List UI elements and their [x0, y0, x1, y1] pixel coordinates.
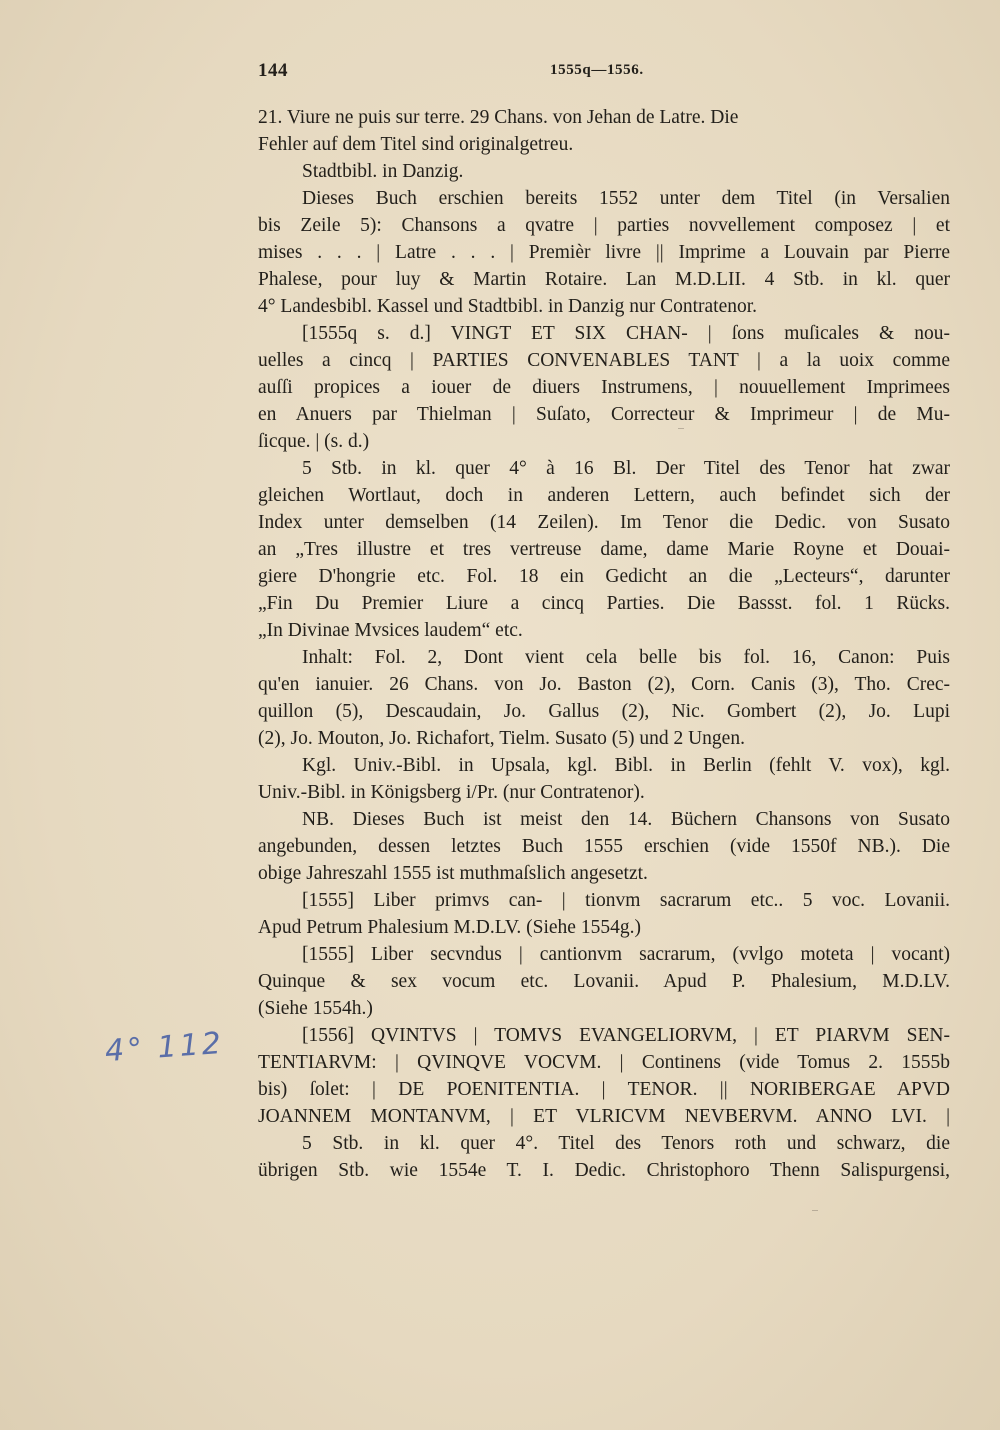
text-line: 5 Stb. in kl. quer 4°. Titel des Tenors roth und schwarz, die — [302, 1133, 950, 1154]
text-line: an „Tres illustre et tres vertreuse dame, dame Marie Royne et Douai- — [258, 539, 950, 560]
text-line: Phalese, pour luy & Martin Rotaire. Lan M.D.LII. 4 Stb. in kl. quer — [258, 269, 950, 290]
text-line: Kgl. Univ.-Bibl. in Upsala, kgl. Bibl. in Berlin (fehlt V. vox), kgl. — [302, 755, 950, 776]
body-text — [258, 104, 950, 1184]
text-line: quillon (5), Descaudain, Jo. Gallus (2), Nic. Gombert (2), Jo. Lupi — [258, 701, 950, 722]
text-line: Dieses Buch erschien bereits 1552 unter dem Titel (in Versalien — [302, 188, 950, 209]
text-line: mises . . . | Latre . . . | Premièr livre || Imprime a Louvain par Pierre — [258, 242, 950, 263]
text-line: [1556] QVINTVS | TOMVS EVANGELIORVM, | ET PIARVM SEN- — [302, 1025, 950, 1046]
text-line: TENTIARVM: | QVINQVE VOCVM. | Continens (vide Tomus 2. 1555b — [258, 1052, 950, 1073]
text-line: (Siehe 1554h.) — [258, 998, 373, 1019]
text-line: ſicque. | (s. d.) — [258, 431, 370, 452]
text-line: bis Zeile 5): Chansons a qvatre | parties novvellement composez | et — [258, 215, 950, 236]
text-line: Stadtbibl. in Danzig. — [302, 161, 464, 182]
text-line: angebunden, dessen letztes Buch 1555 erschien (vide 1550f NB.). Die — [258, 836, 950, 857]
text-line: NB. Dieses Buch ist meist den 14. Büchern Chansons von Susato — [302, 809, 950, 830]
text-line: giere D'hongrie etc. Fol. 18 ein Gedicht an die „Lecteurs“, darunter — [258, 566, 950, 587]
text-line: auſſi propices a iouer de diuers Instrumens, | nouuellement Imprimees — [258, 377, 950, 398]
text-line: Quinque & sex vocum etc. Lovanii. Apud P. Phalesium, M.D.LV. — [258, 971, 950, 992]
text-line: Inhalt: Fol. 2, Dont vient cela belle bis fol. 16, Canon: Puis — [302, 647, 950, 668]
text-line: en Anuers par Thielman | Suſato, Correcteur & Imprimeur | de Mu- — [258, 404, 950, 425]
text-line: 21. Viure ne puis sur terre. 29 Chans. von Jehan de Latre. Die — [258, 107, 739, 128]
text-line: 4° Landesbibl. Kassel und Stadtbibl. in Danzig nur Contratenor. — [258, 296, 758, 317]
text-line: (2), Jo. Mouton, Jo. Richafort, Tielm. Susato (5) und 2 Ungen. — [258, 728, 745, 749]
text-line: 5 Stb. in kl. quer 4° à 16 Bl. Der Titel des Tenor hat zwar — [302, 458, 950, 479]
text-line: „Fin Du Premier Liure a cincq Parties. Die Bassst. fol. 1 Rücks. — [258, 593, 950, 614]
page-number: 144 — [258, 60, 288, 81]
running-head: 1555q—1556. — [550, 62, 644, 78]
text-line: [1555] Liber secvndus | cantionvm sacrarum, (vvlgo moteta | vocant) — [302, 944, 950, 965]
pencil-mark — [812, 1210, 818, 1215]
text-line: bis) ſolet: | DE POENITENTIA. | TENOR. || NORIBERGAE APVD — [258, 1079, 950, 1100]
text-line: Apud Petrum Phalesium M.D.LV. (Siehe 1554g.) — [258, 917, 641, 938]
text-line: [1555q s. d.] VINGT ET SIX CHAN- | ſons muſicales & nou- — [302, 323, 950, 344]
text-line: „In Divinae Mvsices laudem“ etc. — [258, 620, 523, 641]
handwritten-shelfmark: 4° 112 — [103, 1025, 225, 1070]
text-line: [1555] Liber primvs can- | tionvm sacrarum etc.. 5 voc. Lovanii. — [302, 890, 950, 911]
text-line: uelles a cincq | PARTIES CONVENABLES TANT | a la uoix comme — [258, 350, 950, 371]
text-line: obige Jahreszahl 1555 ist muthmaſslich angesetzt. — [258, 863, 648, 884]
text-line: übrigen Stb. wie 1554e T. I. Dedic. Christophoro Thenn Salispurgensi, — [258, 1160, 950, 1181]
page-header — [258, 60, 950, 86]
text-line: JOANNEM MONTANVM, | ET VLRICVM NEVBERVM. ANNO LVI. | — [258, 1106, 950, 1127]
text-line: qu'en ianuier. 26 Chans. von Jo. Baston (2), Corn. Canis (3), Tho. Crec- — [258, 674, 950, 695]
text-line: Index unter demselben (14 Zeilen). Im Tenor die Dedic. von Susato — [258, 512, 950, 533]
text-line: Fehler auf dem Titel sind originalgetreu. — [258, 134, 574, 155]
text-line: Univ.-Bibl. in Königsberg i/Pr. (nur Contratenor). — [258, 782, 645, 803]
text-line: gleichen Wortlaut, doch in anderen Lettern, auch befindet sich der — [258, 485, 950, 506]
